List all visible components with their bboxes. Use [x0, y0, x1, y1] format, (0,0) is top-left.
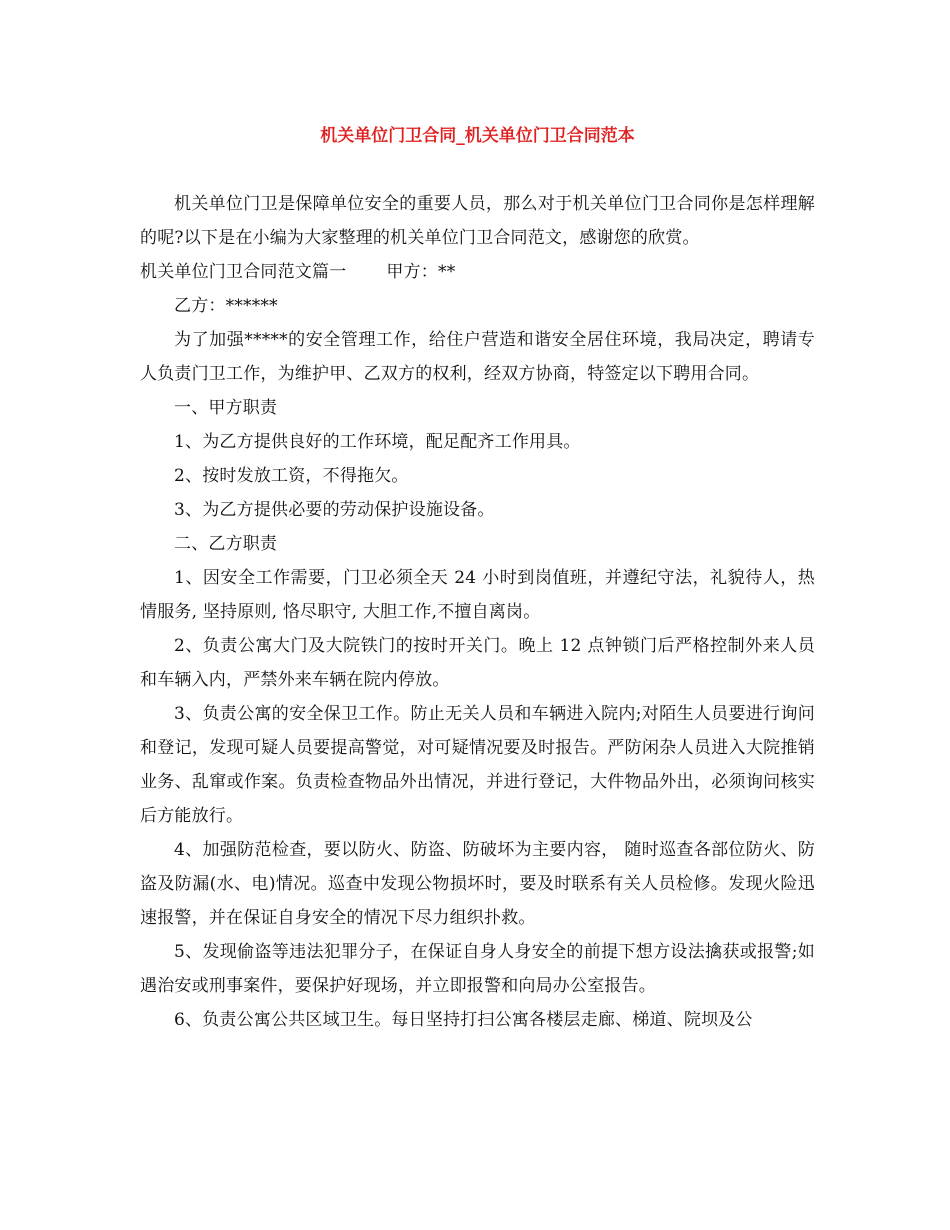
- part2-heading: 二、乙方职责: [174, 534, 278, 554]
- part2-item: 6、负责公寓公共区域卫生。每日坚持打扫公寓各楼层走廊、梯道、院坝及公: [174, 1010, 753, 1030]
- part2-item: 1、因安全工作需要，门卫必须全天 24 小时到岗值班，并遵纪守法，礼貌待人，热情服务, 坚持原则, 恪尽职守, 大胆工作,不擅自离岗。: [140, 568, 815, 622]
- preamble-paragraph: 为了加强*****的安全管理工作，给住户营造和谐安全居住环境，我局决定，聘请专人负责门卫工作，为维护甲、乙双方的权利，经双方协商，特签定以下聘用合同。: [140, 330, 815, 384]
- part1-heading: 一、甲方职责: [174, 398, 278, 418]
- section-heading-line: [140, 255, 815, 289]
- part1-item: 2、按时发放工资，不得拖欠。: [174, 466, 409, 486]
- part2-item: 2、负责公寓大门及大院铁门的按时开关门。晚上 12 点钟锁门后严格控制外来人员和车辆入内，严禁外来车辆在院内停放。: [140, 636, 815, 690]
- document-body: [140, 187, 815, 1037]
- part2-item: 4、加强防范检查，要以防火、防盗、防破坏为主要内容， 随时巡查各部位防火、防盗及防漏(水、电)情况。巡查中发现公物损坏时，要及时联系有关人员检修。发现火险迅速报警，并在保证自身安全的情况下尽力组织扑救。: [140, 840, 815, 928]
- party-b: 乙方：******: [174, 296, 278, 316]
- part1-item: 3、为乙方提供必要的劳动保护设施设备。: [174, 500, 495, 520]
- part2-item: 5、发现偷盗等违法犯罪分子，在保证自身人身安全的前提下想方设法擒获或报警;如遇治安或刑事案件，要保护好现场，并立即报警和向局办公室报告。: [140, 942, 815, 996]
- section-heading: 机关单位门卫合同范文篇一: [140, 262, 347, 282]
- part1-item: 1、为乙方提供良好的工作环境，配足配齐工作用具。: [174, 432, 581, 452]
- part2-item: 3、负责公寓的安全保卫工作。防止无关人员和车辆进入院内;对陌生人员要进行询问和登记，发现可疑人员要提高警觉，对可疑情况要及时报告。严防闲杂人员进入大院推销业务、乱窜或作案。负责检查物品外出情况，并进行登记，大件物品外出，必须询问核实后方能放行。: [140, 704, 815, 826]
- intro-paragraph: 机关单位门卫是保障单位安全的重要人员，那么对于机关单位门卫合同你是怎样理解的呢?以下是在小编为大家整理的机关单位门卫合同范文，感谢您的欣赏。: [140, 194, 815, 248]
- document-title: 机关单位门卫合同_机关单位门卫合同范本: [320, 126, 635, 146]
- party-a: 甲方：**: [386, 262, 456, 282]
